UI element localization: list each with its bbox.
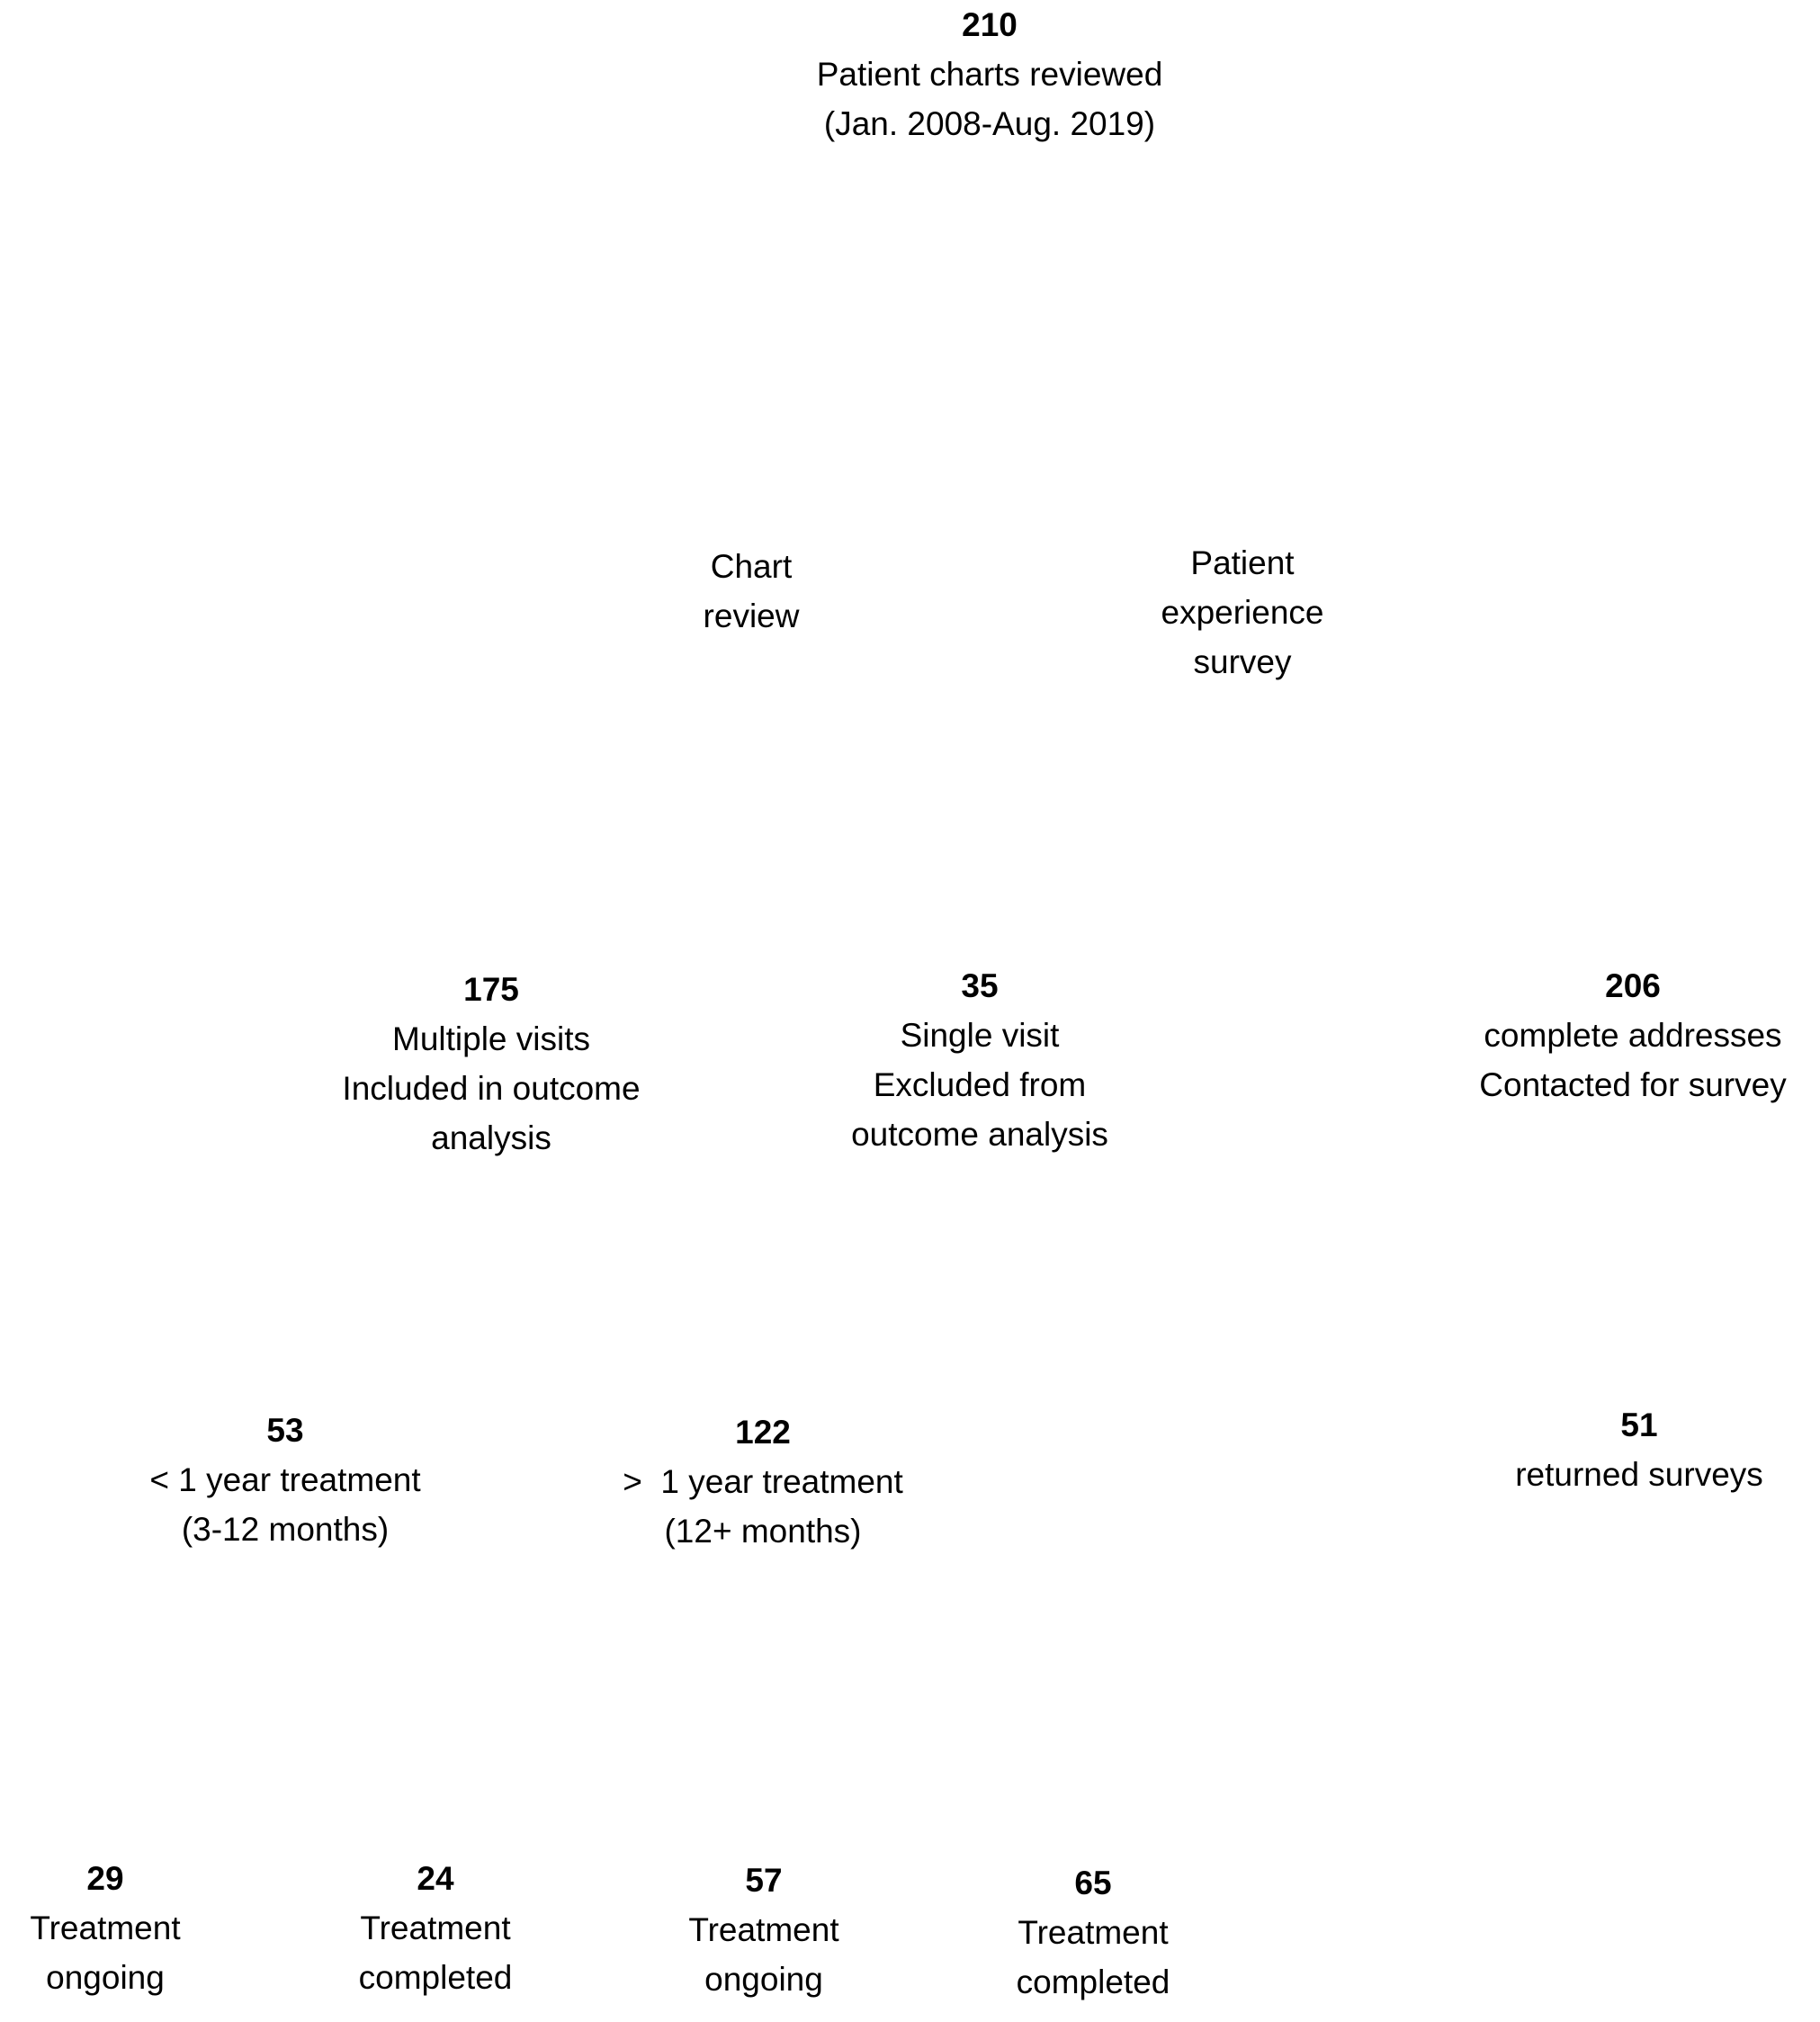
node-label: ongoing (704, 1961, 823, 1998)
node-count: 175 (463, 971, 519, 1008)
node-label: (12+ months) (664, 1513, 862, 1550)
node-label: (Jan. 2008-Aug. 2019) (823, 105, 1156, 142)
node-count: 53 (266, 1412, 304, 1449)
node-count: 122 (735, 1414, 791, 1451)
node-patient-experience-survey (1161, 538, 1323, 687)
node-label: < 1 year treatment (149, 1461, 421, 1498)
node-count: 29 (86, 1860, 124, 1897)
node-single-visit (851, 961, 1108, 1159)
node-less-than-one-year (149, 1406, 420, 1554)
node-label: Treatment (1018, 1914, 1169, 1951)
node-label: Treatment (688, 1911, 839, 1948)
node-label: Chart (710, 548, 793, 585)
node-multiple-visits (342, 965, 640, 1163)
node-lt-treatment-completed (359, 1854, 513, 2002)
node-label: > 1 year treatment (623, 1463, 903, 1500)
node-label: Excluded from (873, 1066, 1087, 1103)
node-more-than-one-year (623, 1407, 903, 1556)
node-label: (3-12 months) (181, 1511, 390, 1548)
node-chart-review (704, 542, 800, 641)
node-complete-addresses (1479, 961, 1786, 1110)
node-label: Contacted for survey (1479, 1066, 1787, 1103)
node-label: Treatment (30, 1910, 181, 1946)
node-label: completed (358, 1959, 513, 1996)
node-label: Included in outcome (342, 1070, 641, 1107)
node-label: analysis (431, 1119, 551, 1156)
node-gt-treatment-completed (1017, 1858, 1170, 2007)
node-gt-treatment-ongoing (688, 1856, 838, 2004)
node-label: Single visit (900, 1017, 1060, 1054)
node-label: Treatment (360, 1910, 511, 1946)
node-count: 210 (962, 6, 1018, 43)
node-label: outcome analysis (851, 1116, 1108, 1153)
node-label: ongoing (46, 1959, 165, 1996)
node-count: 57 (745, 1862, 783, 1899)
node-lt-treatment-ongoing (30, 1854, 180, 2002)
node-count: 65 (1074, 1865, 1112, 1901)
node-count: 51 (1620, 1406, 1658, 1443)
node-label: review (703, 598, 800, 634)
node-count: 24 (417, 1860, 454, 1897)
node-label: Patient charts reviewed (816, 56, 1163, 93)
node-label: complete addresses (1484, 1017, 1782, 1054)
node-charts-reviewed (817, 0, 1163, 148)
node-label: returned surveys (1515, 1456, 1763, 1493)
node-label: survey (1193, 643, 1292, 680)
node-label: Patient (1190, 544, 1295, 581)
node-count: 35 (961, 967, 999, 1004)
node-returned-surveys (1515, 1400, 1763, 1499)
node-label: Multiple visits (391, 1020, 590, 1057)
node-label: experience (1161, 594, 1324, 631)
node-label: completed (1016, 1964, 1170, 2000)
node-count: 206 (1605, 967, 1661, 1004)
